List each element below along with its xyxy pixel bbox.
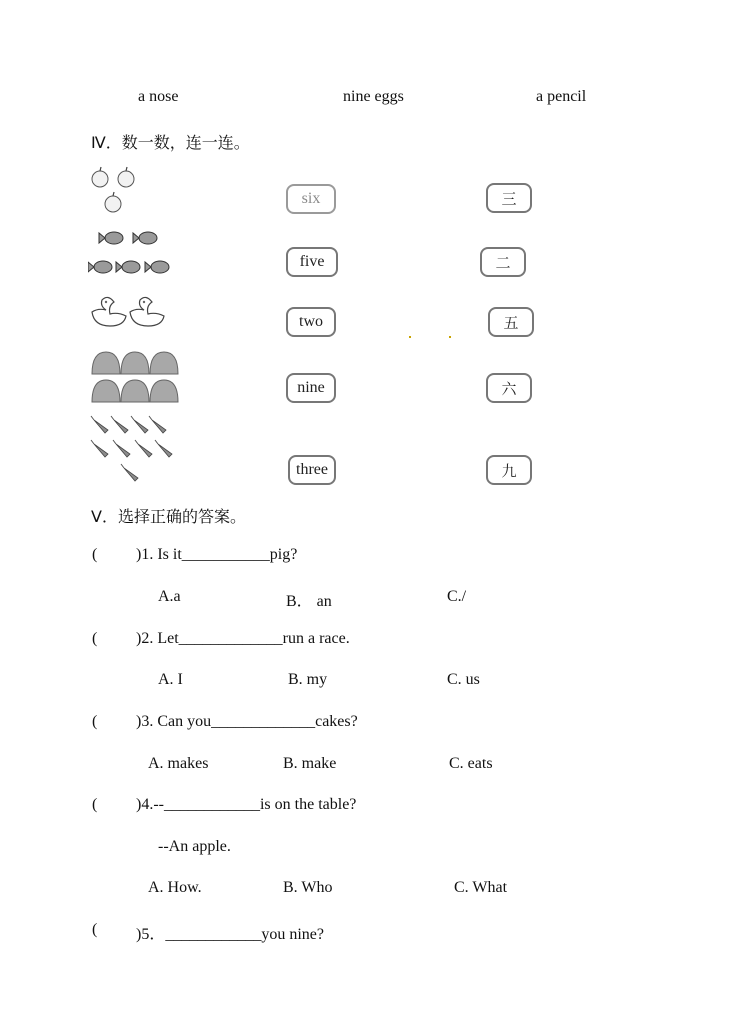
question-4-option-c: C. What xyxy=(454,879,508,896)
section-4-title: Ⅳ．数一数，连一连。 xyxy=(91,133,250,152)
question-4-paren: ( xyxy=(92,796,98,813)
carrot-group xyxy=(90,414,182,486)
question-1: )1. Is it___________pig? xyxy=(136,546,298,563)
word-a-nose: a nose xyxy=(138,88,179,105)
question-2-paren: ( xyxy=(92,630,98,647)
question-5-paren: ( xyxy=(92,921,98,938)
carrot-icon xyxy=(90,414,182,486)
question-2-option-b: B. my xyxy=(288,671,328,688)
question-1-option-a: A.a xyxy=(158,588,181,605)
word-tag-six: six xyxy=(286,184,336,214)
fish-group xyxy=(88,226,178,280)
number-tag-three: 三 xyxy=(486,183,532,213)
number-tag-five: 五 xyxy=(488,307,534,337)
question-3-paren: ( xyxy=(92,713,98,730)
duck-icon xyxy=(88,290,170,338)
question-4-option-b: B. Who xyxy=(283,879,333,896)
duck-group xyxy=(88,290,170,338)
question-4-option-a: A. How. xyxy=(148,879,202,896)
question-3-option-a: A. makes xyxy=(148,755,209,772)
stray-dot xyxy=(409,336,411,338)
number-tag-nine: 九 xyxy=(486,455,532,485)
word-tag-two: two xyxy=(286,307,336,337)
stray-dot xyxy=(449,336,451,338)
apple-icon xyxy=(88,166,148,216)
question-1-option-b: B． an xyxy=(286,593,332,610)
apple-group xyxy=(88,166,148,216)
question-2-option-c: C. us xyxy=(447,671,480,688)
word-tag-three: three xyxy=(288,455,336,485)
number-tag-two: 二 xyxy=(480,247,526,277)
word-a-pencil: a pencil xyxy=(536,88,587,105)
question-2: )2. Let_____________run a race. xyxy=(136,630,350,647)
question-1-option-c: C./ xyxy=(447,588,467,605)
word-tag-five: five xyxy=(286,247,338,277)
question-3-option-b: B. make xyxy=(283,755,337,772)
section-5-title: V．选择正确的答案。 xyxy=(91,507,246,526)
question-3: )3. Can you_____________cakes? xyxy=(136,713,358,730)
fish-icon xyxy=(88,226,178,280)
question-3-option-c: C. eats xyxy=(449,755,493,772)
question-4: )4.--____________is on the table? xyxy=(136,796,357,813)
bread-icon xyxy=(90,350,182,404)
question-4-answer: --An apple. xyxy=(158,838,231,855)
question-2-option-a: A. I xyxy=(158,671,183,688)
word-nine-eggs: nine eggs xyxy=(343,88,404,105)
bread-group xyxy=(90,350,182,404)
number-tag-six: 六 xyxy=(486,373,532,403)
word-tag-nine: nine xyxy=(286,373,336,403)
question-5: )5．____________you nine? xyxy=(136,926,324,943)
question-1-paren: ( xyxy=(92,546,98,563)
